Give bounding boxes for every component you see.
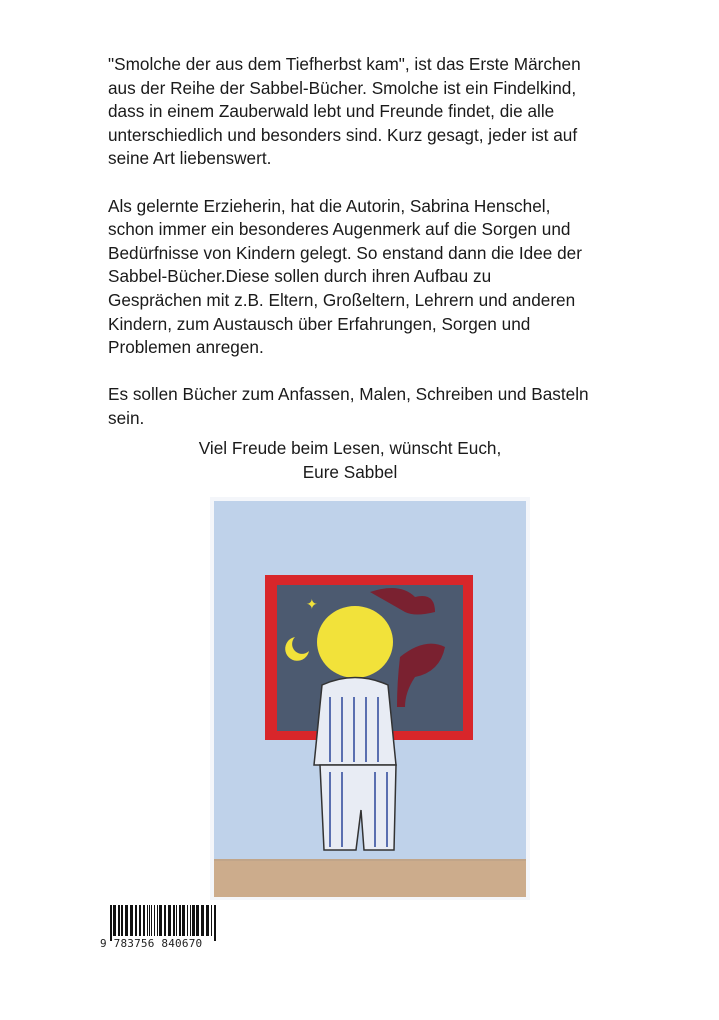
barcode-bar xyxy=(211,905,212,936)
barcode-bar xyxy=(190,905,191,936)
illustration-child-at-window xyxy=(210,497,530,900)
closing-greeting: Viel Freude beim Lesen, wünscht Euch, Eure Sabbel xyxy=(198,438,502,482)
barcode-bar xyxy=(206,905,209,936)
barcode-bar xyxy=(164,905,166,936)
barcode-bar xyxy=(147,905,148,936)
barcode-bar xyxy=(201,905,204,936)
barcode-bar xyxy=(196,905,199,936)
barcode-bar xyxy=(121,905,123,936)
paragraph-intro: "Smolche der aus dem Tiefherbst kam", ist das Erste Märchen aus der Reihe der Sabbel-Bücher. Smolche ist ein Findelkind, dass in einem Zauberwald lebt und Freunde findet, die alle unterschiedlich und besonders sind. Kurz gesagt, jeder ist auf seine Art liebenswert. xyxy=(108,54,581,169)
barcode-bar xyxy=(149,905,150,936)
barcode-bar xyxy=(157,905,158,936)
barcode-bar xyxy=(159,905,162,936)
barcode-bar xyxy=(168,905,171,936)
barcode-bar xyxy=(130,905,133,936)
barcode-bar xyxy=(179,905,181,936)
barcode-bar xyxy=(113,905,116,936)
barcode-bar xyxy=(187,905,188,936)
barcode-bar xyxy=(135,905,137,936)
barcode-bar xyxy=(143,905,145,936)
barcode-bar xyxy=(214,905,216,941)
barcode-bar xyxy=(173,905,175,936)
blurb xyxy=(108,53,628,454)
star-icon: ✦ xyxy=(306,596,318,612)
child xyxy=(314,606,396,850)
barcode-bar xyxy=(154,905,155,936)
paragraph-purpose: Es sollen Bücher zum Anfassen, Malen, Schreiben und Basteln sein. xyxy=(108,384,589,428)
paragraph-author: Als gelernte Erzieherin, hat die Autorin, Sabrina Henschel, schon immer ein besonderes Augenmerk auf die Sorgen und Bedürfnisse von Kindern gelegt. So enstand dann die Idee der Sabbel-Bücher.Diese sollen durch ihren Aufbau zu Gesprächen mit z.B. Eltern, Großeltern, Lehrern und anderen Kindern, zum Austausch über Erfahrungen, Sorgen und Problemen anregen. xyxy=(108,195,582,358)
barcode-bar xyxy=(110,905,112,941)
barcode-bar xyxy=(192,905,195,936)
barcode-bar xyxy=(182,905,185,936)
barcode-bar xyxy=(151,905,152,936)
barcode-bar xyxy=(118,905,120,936)
barcode-bar xyxy=(176,905,177,936)
isbn-number: 9 783756 840670 xyxy=(100,937,203,950)
barcode-bar xyxy=(125,905,128,936)
barcode-bar xyxy=(139,905,141,936)
